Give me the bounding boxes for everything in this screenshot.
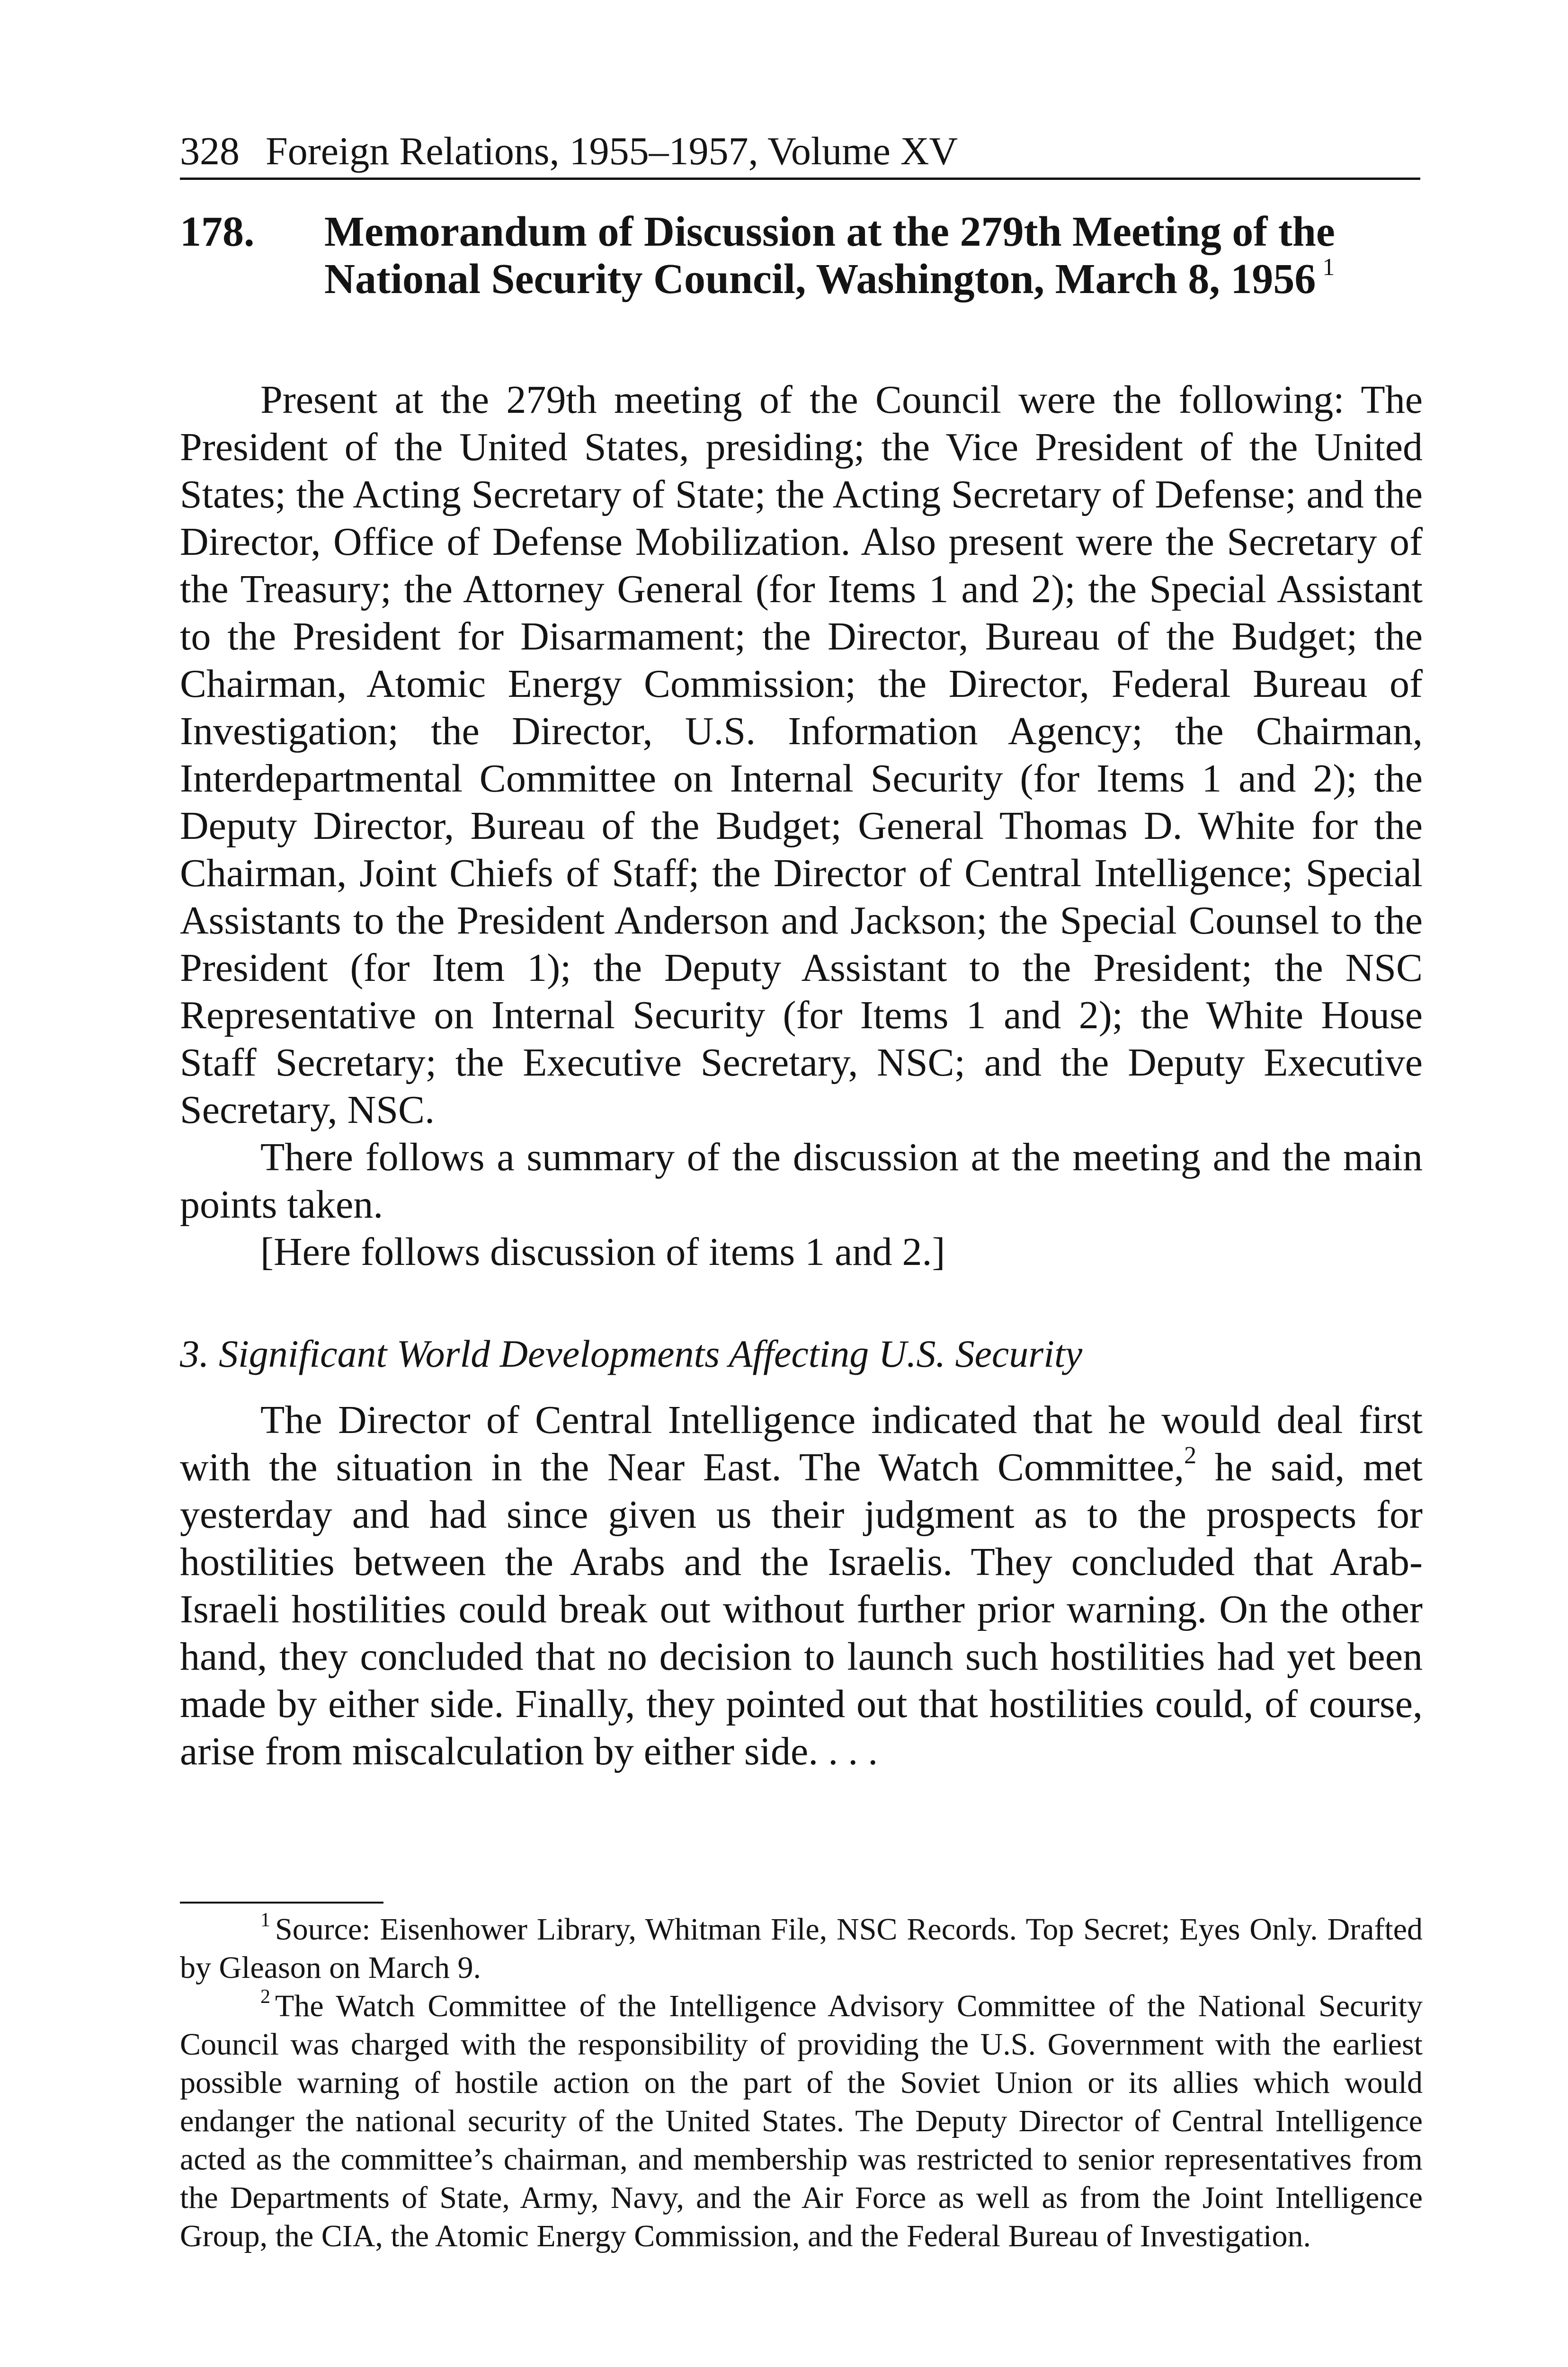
footnote-ref-2: 2 xyxy=(1184,1442,1197,1469)
footnote-2-number: 2 xyxy=(260,1986,270,2008)
footnote-2 xyxy=(180,1987,1423,2255)
footnote-ref-1: 1 xyxy=(1322,254,1335,281)
attendance-paragraph: Present at the 279th meeting of the Council were the following: The President of the United States, presiding; the Vice President of the United States; the Acting Secretary of State; the Acting Secretary of Defense; and the Director, Office of Defense Mobilization. Also present were the Secretary of the Treasury; the Attorney General (for Items 1 and 2); the Special Assistant to the President for Disarmament; the Director, Bureau of the Budget; the Chairman, Atomic Energy Commission; the Director, Federal Bureau of Investigation; the Director, U.S. Information Agency; the Chairman, Interdepartmental Committee on Internal Security (for Items 1 and 2); the Deputy Director, Bureau of the Budget; General Thomas D. White for the Chairman, Joint Chiefs of Staff; the Director of Central Intelligence; Special Assistants to the President Anderson and Jackson; the Special Counsel to the President (for Item 1); the Deputy Assistant to the President; the NSC Representative on Internal Security (for Items 1 and 2); the White House Staff Secretary; the Executive Secretary, NSC; and the Deputy Executive Secretary, NSC. xyxy=(180,378,1423,1132)
footnote-1-number: 1 xyxy=(260,1909,270,1931)
footnote-1 xyxy=(180,1910,1423,1987)
section-heading: 3. Significant World Developments Affecting U.S. Security xyxy=(180,1332,1083,1375)
page-number: 328 xyxy=(180,129,240,173)
volume-title: Foreign Relations, 1955–1957, Volume XV xyxy=(266,129,958,173)
dci-paragraph xyxy=(180,1397,1423,1775)
footnote-1-text: Source: Eisenhower Library, Whitman File, NSC Records. Top Secret; Eyes Only. Drafted by Gleason on March 9. xyxy=(180,1912,1423,1985)
dci-paragraph-part1: The Director of Central Intelligence indicated that he would deal first with the situation in the Near East. The Watch Committee, xyxy=(180,1398,1423,1489)
document-heading xyxy=(180,208,1420,303)
footnote-divider xyxy=(180,1902,383,1904)
dci-paragraph-part2: he said, met yesterday and had since given us their judgment as to the prospects for hostilities between the Arabs and the Israelis. They concluded that Arab-Israeli hostilities could break out without further prior warning. On the other hand, they concluded that no decision to launch such hostilities had yet been made by either side. Finally, they pointed out that hostilities could, of course, arise from miscalculation by either side. . . . xyxy=(180,1445,1423,1773)
footnote-2-text: The Watch Committee of the Intelligence Advisory Committee of the National Security Council was charged with the responsibility of providing the U.S. Government with the earliest possible warning of hostile action on the part of the Soviet Union or its allies which would endanger the national security of the United States. The Deputy Director of Central Intelligence acted as the committee’s chairman, and membership was restricted to senior representatives from the Departments of State, Army, Navy, and the Air Force as well as from the Joint Intelligence Group, the CIA, the Atomic Energy Commission, and the Federal Bureau of Investigation. xyxy=(180,1989,1423,2253)
document-number: 178. xyxy=(180,208,255,255)
document-title-text: Memorandum of Discussion at the 279th Meeting of the National Security Council, Washington, March 8, 1956 xyxy=(324,208,1335,303)
summary-paragraph: There follows a summary of the discussion at the meeting and the main points taken. xyxy=(180,1135,1423,1227)
document-title xyxy=(324,208,1420,303)
editorial-note: [Here follows discussion of items 1 and 2.] xyxy=(260,1230,945,1274)
body-text xyxy=(180,376,1423,1775)
footnotes xyxy=(180,1910,1423,2255)
running-head xyxy=(180,125,1420,180)
